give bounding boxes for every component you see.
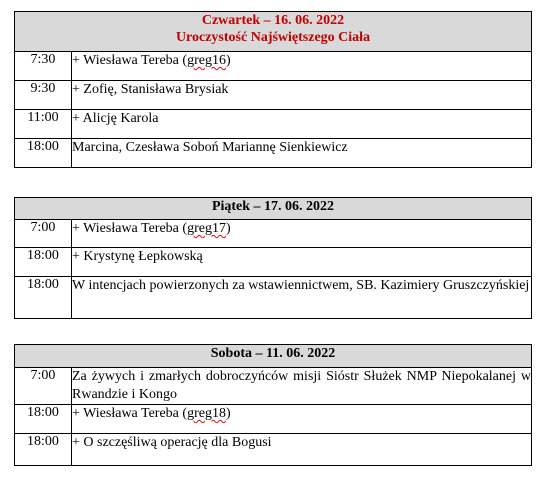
mass-row	[15, 405, 532, 434]
mass-row	[15, 434, 532, 466]
spellcheck-word: greg16	[187, 53, 226, 68]
mass-intention: + Wiesława Tereba (greg17)	[72, 220, 532, 248]
mass-intention: + Alicję Karola	[72, 110, 532, 139]
spellcheck-word: greg17	[187, 221, 226, 236]
mass-time: 7:30	[15, 52, 72, 81]
day-header-saturday	[15, 345, 532, 368]
mass-row	[15, 368, 532, 405]
mass-row	[15, 139, 532, 168]
mass-row	[15, 52, 532, 81]
day-header-thursday	[15, 12, 532, 52]
mass-intention: + Wiesława Tereba (greg18)	[72, 405, 532, 434]
mass-time: 9:30	[15, 81, 72, 110]
day-title: Czwartek – 16. 06. 2022	[201, 13, 345, 28]
mass-row	[15, 81, 532, 110]
mass-time: 7:00	[15, 220, 72, 248]
mass-time: 18:00	[15, 248, 72, 277]
schedule-table-friday	[14, 197, 532, 319]
mass-row	[15, 220, 532, 248]
day-title: Sobota – 11. 06. 2022	[210, 346, 336, 361]
mass-intention: W intencjach powierzonych za wstawiennictwem, SB. Kazimiery Gruszczyńskiej	[72, 277, 532, 319]
day-subtitle: Uroczystość Najświętszego Ciała	[175, 30, 371, 45]
spellcheck-word: greg18	[187, 406, 226, 421]
mass-row	[15, 277, 532, 319]
mass-intention: Za żywych i zmarłych dobroczyńców misji Sióstr Służek NMP Niepokalanej w Rwandzie i Kongo	[72, 368, 532, 405]
mass-intention: + Zofię, Stanisława Brysiak	[72, 81, 532, 110]
schedule-table-saturday	[14, 344, 532, 466]
day-header-friday	[15, 198, 532, 220]
mass-intention: Marcina, Czesława Soboń Mariannę Sienkiewicz	[72, 139, 532, 168]
mass-intention: + Krystynę Łepkowską	[72, 248, 532, 277]
mass-time: 11:00	[15, 110, 72, 139]
mass-row	[15, 248, 532, 277]
mass-time: 18:00	[15, 139, 72, 168]
day-title: Piątek – 17. 06. 2022	[211, 199, 335, 214]
mass-row	[15, 110, 532, 139]
mass-intention: + O szczęśliwą operację dla Bogusi	[72, 434, 532, 466]
mass-time: 18:00	[15, 434, 72, 466]
mass-time: 18:00	[15, 405, 72, 434]
mass-time: 18:00	[15, 277, 72, 319]
mass-intention: + Wiesława Tereba (greg16)	[72, 52, 532, 81]
schedule-table-thursday	[14, 11, 532, 168]
mass-time: 7:00	[15, 368, 72, 405]
